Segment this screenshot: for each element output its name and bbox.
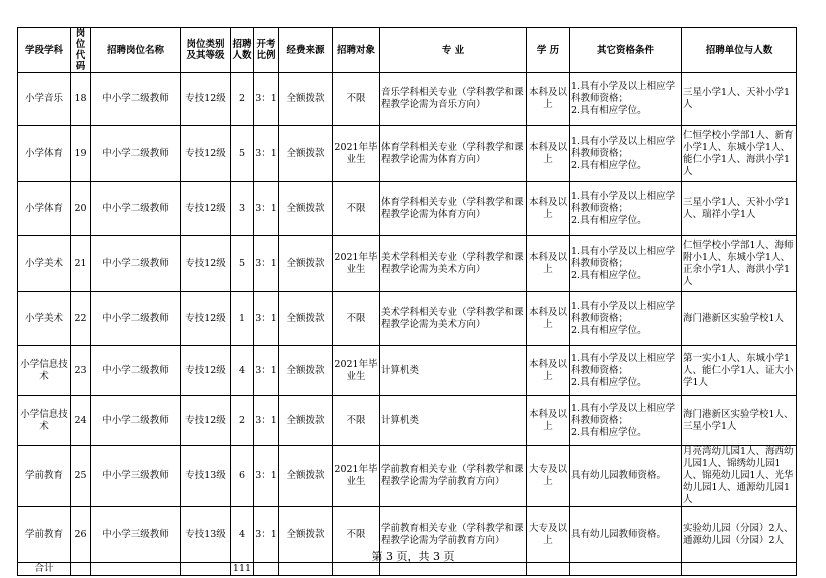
subject-cell: 小学信息技术 [18,346,71,396]
ratio-cell: 3：1 [254,446,279,507]
subject-cell: 学前教育 [18,446,71,507]
table-row [18,446,797,507]
education-cell: 本科及以上 [527,182,570,236]
position-cell: 中小学二级教师 [91,126,181,182]
total-label: 合计 [18,563,71,576]
target-cell: 不限 [333,507,380,563]
major-cell: 学前教育相关专业（学科教学和课程教学论需为学前教育方向） [380,446,527,507]
table-body [18,73,797,563]
position-cell: 中小学二级教师 [91,396,181,446]
code-cell: 18 [71,73,91,126]
other-cell: 1.具有小学及以上相应学科教师资格； 2.具有相应学位。 [570,396,682,446]
subject-cell: 小学音乐 [18,73,71,126]
units-cell: 月亮湾幼儿园1人、海西幼儿园1人、锦绣幼儿园1人、锦苑幼儿园1人、光华幼儿园1人、通源幼儿园1人 [682,446,797,507]
code-cell: 25 [71,446,91,507]
header-subject: 学段学科 [18,28,71,73]
header-units: 招聘单位与人数 [682,28,797,73]
position-cell: 中小学二级教师 [91,292,181,346]
position-cell: 中小学二级教师 [91,182,181,236]
target-cell: 2021年毕业生 [333,236,380,292]
ratio-cell: 3：1 [254,507,279,563]
subject-cell: 小学美术 [18,292,71,346]
position-cell: 中小学三级教师 [91,507,181,563]
grade-cell: 专技12级 [181,292,231,346]
table-row [18,73,797,126]
ratio-cell: 3：1 [254,73,279,126]
grade-cell: 专技12级 [181,182,231,236]
units-cell: 三星小学1人、天补小学1人 [682,73,797,126]
units-cell: 仁恒学校小学部1人、海师附小1人、东城小学1人、正余小学1人、海洪小学1人 [682,236,797,292]
target-cell: 不限 [333,182,380,236]
education-cell: 大专及以上 [527,507,570,563]
fund-cell: 全额拨款 [279,507,333,563]
major-cell: 体育学科相关专业（学科教学和课程教学论需为体育方向） [380,182,527,236]
code-cell: 23 [71,346,91,396]
education-cell: 本科及以上 [527,236,570,292]
recruitment-table [17,27,797,576]
other-cell: 1.具有小学及以上相应学科教师资格； 2.具有相应学位。 [570,292,682,346]
total-count: 111 [231,563,254,576]
major-cell: 美术学科相关专业（学科教学和课程教学论需为美术方向） [380,292,527,346]
major-cell: 计算机类 [380,346,527,396]
subject-cell: 小学信息技术 [18,396,71,446]
table-row [18,182,797,236]
code-cell: 21 [71,236,91,292]
units-cell: 实验幼儿园（分园）2人、通源幼儿园（分园）2人 [682,507,797,563]
grade-cell: 专技12级 [181,396,231,446]
ratio-cell: 3：1 [254,126,279,182]
code-cell: 22 [71,292,91,346]
target-cell: 不限 [333,396,380,446]
count-cell: 4 [231,507,254,563]
count-cell: 5 [231,126,254,182]
fund-cell: 全额拨款 [279,292,333,346]
code-cell: 20 [71,182,91,236]
fund-cell: 全额拨款 [279,182,333,236]
count-cell: 6 [231,446,254,507]
table-row [18,346,797,396]
major-cell: 美术学科相关专业（学科教学和课程教学论需为美术方向） [380,236,527,292]
header-code: 岗位代码 [71,28,91,73]
count-cell: 2 [231,73,254,126]
fund-cell: 全额拨款 [279,396,333,446]
header-other: 其它资格条件 [570,28,682,73]
fund-cell: 全额拨款 [279,446,333,507]
education-cell: 本科及以上 [527,73,570,126]
grade-cell: 专技12级 [181,236,231,292]
major-cell: 体育学科相关专业（学科教学和课程教学论需为体育方向） [380,126,527,182]
position-cell: 中小学二级教师 [91,236,181,292]
education-cell: 本科及以上 [527,396,570,446]
header-major: 专 业 [380,28,527,73]
count-cell: 5 [231,236,254,292]
ratio-cell: 3：1 [254,396,279,446]
subject-cell: 小学体育 [18,182,71,236]
units-cell: 海门港新区实验学校1人、三星小学1人 [682,396,797,446]
grade-cell: 专技12级 [181,126,231,182]
target-cell: 不限 [333,73,380,126]
ratio-cell: 3：1 [254,182,279,236]
count-cell: 3 [231,182,254,236]
other-cell: 1.具有小学及以上相应学科教师资格； 2.具有相应学位。 [570,346,682,396]
fund-cell: 全额拨款 [279,73,333,126]
header-count: 招聘人数 [231,28,254,73]
fund-cell: 全额拨款 [279,236,333,292]
header-grade: 岗位类别及其等级 [181,28,231,73]
table-row [18,126,797,182]
header-fund: 经费来源 [279,28,333,73]
target-cell: 不限 [333,292,380,346]
ratio-cell: 3：1 [254,292,279,346]
education-cell: 大专及以上 [527,446,570,507]
grade-cell: 专技12级 [181,73,231,126]
position-cell: 中小学二级教师 [91,346,181,396]
other-cell: 具有幼儿园教师资格。 [570,507,682,563]
code-cell: 19 [71,126,91,182]
fund-cell: 全额拨款 [279,346,333,396]
major-cell: 音乐学科相关专业（学科教学和课程教学论需为音乐方向） [380,73,527,126]
target-cell: 2021年毕业生 [333,346,380,396]
header-education: 学 历 [527,28,570,73]
other-cell: 1.具有小学及以上相应学科教师资格； 2.具有相应学位。 [570,182,682,236]
table-row [18,236,797,292]
other-cell: 1.具有小学及以上相应学科教师资格； 2.具有相应学位。 [570,73,682,126]
major-cell: 学前教育相关专业（学科教学和课程教学论需为学前教育方向） [380,507,527,563]
units-cell: 第一实小1人、东城小学1人、能仁小学1人、证大小学1人 [682,346,797,396]
major-cell: 计算机类 [380,396,527,446]
count-cell: 4 [231,346,254,396]
grade-cell: 专技13级 [181,446,231,507]
units-cell: 三星小学1人、天补小学1人、瑞祥小学1人 [682,182,797,236]
grade-cell: 专技13级 [181,507,231,563]
other-cell: 具有幼儿园教师资格。 [570,446,682,507]
subject-cell: 小学体育 [18,126,71,182]
ratio-cell: 3：1 [254,346,279,396]
education-cell: 本科及以上 [527,346,570,396]
education-cell: 本科及以上 [527,292,570,346]
code-cell: 24 [71,396,91,446]
position-cell: 中小学二级教师 [91,73,181,126]
table-row [18,292,797,346]
other-cell: 1.具有小学及以上相应学科教师资格； 2.具有相应学位。 [570,236,682,292]
education-cell: 本科及以上 [527,126,570,182]
units-cell: 仁恒学校小学部1人、新育小学1人、东城小学1人、能仁小学1人、海洪小学1人 [682,126,797,182]
target-cell: 2021年毕业生 [333,446,380,507]
code-cell: 26 [71,507,91,563]
grade-cell: 专技12级 [181,346,231,396]
position-cell: 中小学三级教师 [91,446,181,507]
fund-cell: 全额拨款 [279,126,333,182]
header-row [18,28,797,73]
other-cell: 1.具有小学及以上相应学科教师资格； 2.具有相应学位。 [570,126,682,182]
subject-cell: 学前教育 [18,507,71,563]
units-cell: 海门港新区实验学校1人 [682,292,797,346]
ratio-cell: 3：1 [254,236,279,292]
subject-cell: 小学美术 [18,236,71,292]
header-target: 招聘对象 [333,28,380,73]
header-ratio: 开考比例 [254,28,279,73]
table-row [18,396,797,446]
total-row [18,563,797,576]
count-cell: 1 [231,292,254,346]
target-cell: 2021年毕业生 [333,126,380,182]
header-position: 招聘岗位名称 [91,28,181,73]
count-cell: 2 [231,396,254,446]
page-footer: 第 3 页，共 3 页 [371,550,455,563]
